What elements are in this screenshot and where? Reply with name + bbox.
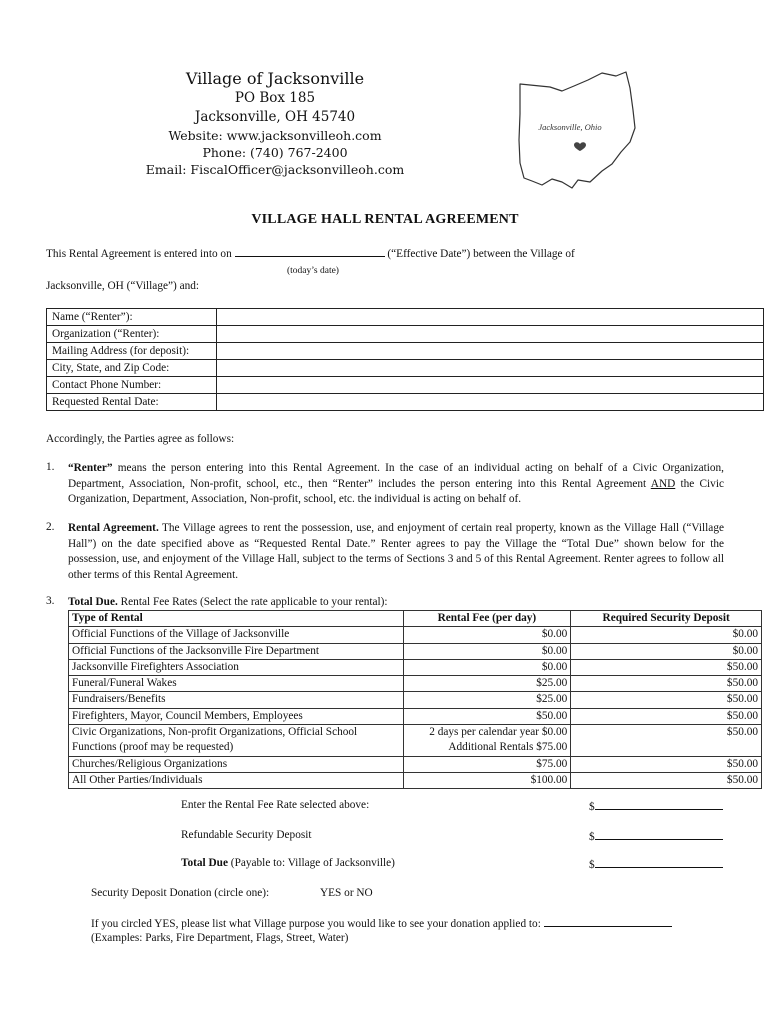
mailing-address-field[interactable] <box>217 343 764 360</box>
rental-fee-rate-entry <box>589 798 723 816</box>
rental-date-label: Requested Rental Date: <box>47 394 217 411</box>
total-due-label <box>181 856 395 872</box>
table-row <box>69 692 762 708</box>
table-row <box>69 643 762 659</box>
rental-rates-table <box>68 610 762 789</box>
rate-fee: $0.00 <box>403 627 571 643</box>
city-state-zip-label: City, State, and Zip Code: <box>47 360 217 377</box>
rate-type: Fundraisers/Benefits <box>69 692 404 708</box>
document-title: VILLAGE HALL RENTAL AGREEMENT <box>251 212 519 227</box>
organization-label: Organization (“Renter): <box>47 326 217 343</box>
currency-symbol: $ <box>589 859 595 871</box>
section-1 <box>68 461 724 508</box>
rate-fee: $50.00 <box>403 708 571 724</box>
rate-deposit: $50.00 <box>571 676 762 692</box>
village-name: Village of Jacksonville <box>185 69 365 88</box>
contact-phone-label: Contact Phone Number: <box>47 377 217 394</box>
donation-purpose-field[interactable] <box>544 915 672 927</box>
security-deposit-entry <box>589 828 723 846</box>
table-row <box>69 756 762 772</box>
phone: Phone: (740) 767-2400 <box>202 145 348 160</box>
rate-deposit: $50.00 <box>571 708 762 724</box>
section-1-text-a: means the person entering into this Rental Agreement. In the case of an individual acting on behalf of a Civic Organization, Department, Association, Non-profit, school, etc., then “Renter” includes the person entering into this Rental Agreement <box>68 462 724 490</box>
section-1-and: AND <box>650 477 676 490</box>
total-due-field[interactable] <box>595 856 723 868</box>
rental-date-field[interactable] <box>217 394 764 411</box>
date-hint: (today’s date) <box>287 266 339 276</box>
table-row <box>69 772 762 788</box>
security-deposit-label: Refundable Security Deposit <box>181 829 312 841</box>
rate-fee: $25.00 <box>403 692 571 708</box>
rate-deposit: $50.00 <box>571 659 762 675</box>
rate-fee: 2 days per calendar year $0.00 <box>403 725 571 741</box>
rate-type: Funeral/Funeral Wakes <box>69 676 404 692</box>
table-row <box>47 394 764 411</box>
intro-suffix: (“Effective Date”) between the Village of <box>387 248 575 260</box>
renter-name-field[interactable] <box>217 309 764 326</box>
table-row <box>47 343 764 360</box>
rate-type: Firefighters, Mayor, Council Members, Employees <box>69 708 404 724</box>
table-row <box>47 326 764 343</box>
renter-name-label: Name (“Renter”): <box>47 309 217 326</box>
rate-fee: $100.00 <box>403 772 571 788</box>
po-box: PO Box 185 <box>234 90 316 106</box>
donation-question-line <box>91 915 741 933</box>
total-due-bold: Total Due <box>181 857 228 869</box>
currency-symbol: $ <box>589 801 595 813</box>
heart-icon <box>574 142 586 151</box>
email: Email: FiscalOfficer@jacksonvilleoh.com <box>145 162 405 177</box>
effective-date-field[interactable] <box>235 245 385 257</box>
intro-line <box>46 245 686 263</box>
section-1-term: “Renter” <box>68 462 113 474</box>
rate-deposit: $0.00 <box>571 627 762 643</box>
contact-phone-field[interactable] <box>217 377 764 394</box>
rate-fee: $25.00 <box>403 676 571 692</box>
rate-type: Churches/Religious Organizations <box>69 756 404 772</box>
total-due-entry <box>589 856 723 874</box>
mailing-address-label: Mailing Address (for deposit): <box>47 343 217 360</box>
rate-fee: $0.00 <box>403 659 571 675</box>
rental-fee-rate-label: Enter the Rental Fee Rate selected above: <box>181 799 370 811</box>
rate-deposit: $50.00 <box>571 725 762 741</box>
security-deposit-field[interactable] <box>595 828 723 840</box>
intro-prefix: This Rental Agreement is entered into on <box>46 248 232 260</box>
table-row <box>69 676 762 692</box>
ohio-map-logo <box>512 70 652 194</box>
intro-line-2: Jacksonville, OH (“Village”) and: <box>46 280 200 292</box>
rental-fee-rate-field[interactable] <box>595 798 723 810</box>
rate-deposit: $0.00 <box>571 643 762 659</box>
rate-type: Civic Organizations, Non-profit Organizations, Official School <box>69 725 404 741</box>
section-1-number: 1. <box>46 461 55 473</box>
rate-deposit: $50.00 <box>571 692 762 708</box>
section-3-number: 3. <box>46 595 55 607</box>
currency-symbol: $ <box>589 831 595 843</box>
header-fee: Rental Fee (per day) <box>403 611 571 627</box>
table-row <box>47 377 764 394</box>
donation-question: If you circled YES, please list what Village purpose you would like to see your donation applied to: <box>91 918 541 930</box>
rate-type: Functions (proof may be requested) <box>69 740 404 756</box>
rate-deposit <box>571 740 762 756</box>
city-state-zip-field[interactable] <box>217 360 764 377</box>
section-3-term: Total Due. <box>68 596 118 608</box>
rate-type: Official Functions of the Jacksonville Fire Department <box>69 643 404 659</box>
website: Website: www.jacksonvilleoh.com <box>168 128 382 143</box>
accordingly-text: Accordingly, the Parties agree as follows: <box>46 433 235 445</box>
section-2-text: The Village agrees to rent the possession, use, and enjoyment of certain real property, known as the Village Hall (“Village Hall”) on the date specified above as “Requested Rental Date.” Renter agrees to pay the Village the “Total Due” shown below for the possession, use, and enjoyment of the Village Hall, subject to the terms of Sections 3 and 5 of this Rental Agreement. Renter agrees to follow all other terms of this Rental Agreement. <box>68 522 724 581</box>
section-2-term: Rental Agreement. <box>68 522 159 534</box>
letterhead <box>120 68 430 178</box>
section-3-text: Rental Fee Rates (Select the rate applicable to your rental): <box>117 596 388 608</box>
organization-field[interactable] <box>217 326 764 343</box>
header-deposit: Required Security Deposit <box>571 611 762 627</box>
header-type: Type of Rental <box>69 611 404 627</box>
section-2 <box>68 521 724 583</box>
rate-fee: $75.00 <box>403 756 571 772</box>
rate-type: Jacksonville Firefighters Association <box>69 659 404 675</box>
total-due-payee: (Payable to: Village of Jacksonville) <box>227 857 395 869</box>
section-1-text-b: the Civic Organization, Department, Association, Non-profit, school, etc. the individual is acting on behalf of. <box>68 477 724 505</box>
rate-type: Official Functions of the Village of Jacksonville <box>69 627 404 643</box>
donation-label: Security Deposit Donation (circle one): <box>91 887 270 899</box>
donation-choice[interactable]: YES or NO <box>320 887 373 899</box>
rate-deposit: $50.00 <box>571 756 762 772</box>
table-row <box>69 725 762 741</box>
renter-info-table <box>46 308 764 411</box>
section-3 <box>68 595 724 611</box>
section-2-number: 2. <box>46 521 55 533</box>
city-state-zip: Jacksonville, OH 45740 <box>194 109 356 125</box>
table-row <box>69 740 762 756</box>
rate-fee: Additional Rentals $75.00 <box>403 740 571 756</box>
table-row <box>69 659 762 675</box>
table-row <box>47 309 764 326</box>
map-label: Jacksonville, Ohio <box>538 122 602 132</box>
table-row <box>69 627 762 643</box>
table-row <box>69 708 762 724</box>
rate-deposit: $50.00 <box>571 772 762 788</box>
table-row <box>47 360 764 377</box>
rate-fee: $0.00 <box>403 643 571 659</box>
donation-examples: (Examples: Parks, Fire Department, Flags, Street, Water) <box>91 932 349 944</box>
rate-type: All Other Parties/Individuals <box>69 772 404 788</box>
table-header-row <box>69 611 762 627</box>
